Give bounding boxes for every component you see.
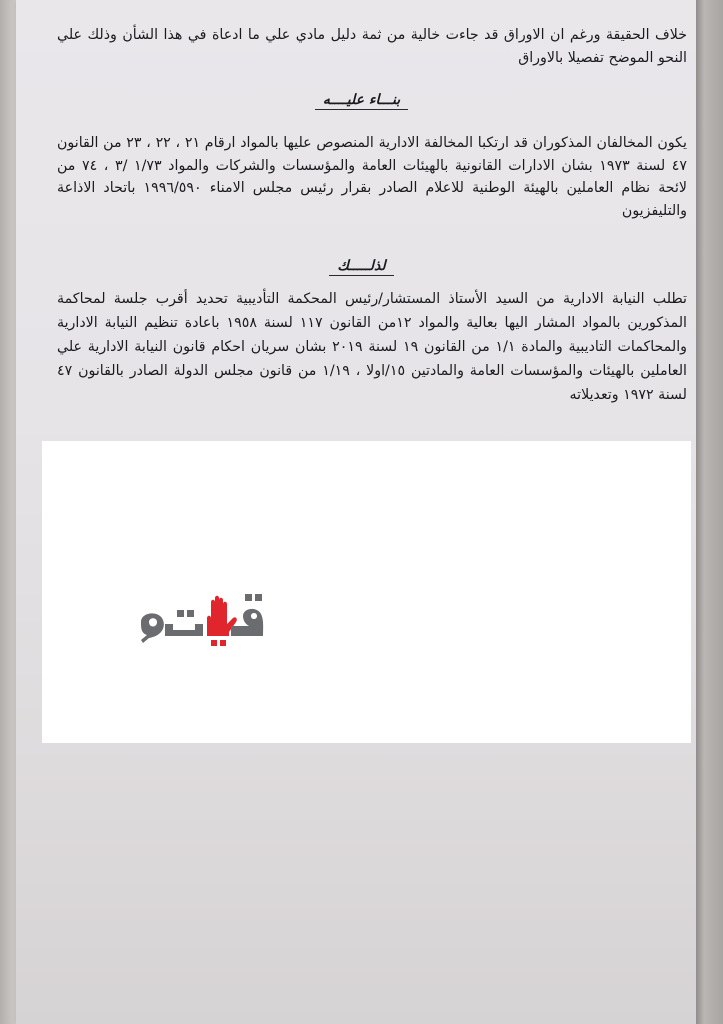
heading-therefore-text: لذلـــــك <box>329 258 393 276</box>
page-right-edge <box>696 0 723 1024</box>
paragraph-violation: يكون المخالفان المذكوران قد ارتكبا المخالفة الادارية المنصوص عليها بالمواد ارقام ٢١ ، ٢٢ ، ٢٣ من القانون ٤٧ لسنة ١٩٧٣ بشان الادارات القانونية بالهيئات العامة والمؤسسات والشركات والمواد ١/٧٣ /٣ ، ٧٤ من لائحة نظام العاملين بالهيئة الوطنية للاعلام الصادر بقرار رئيس مجلس الامناء ١٩٩٦/٥٩٠ باتحاد الاذاعة والتليفزيون <box>57 135 688 219</box>
heading-based-on <box>0 92 723 108</box>
heading-therefore <box>0 258 723 274</box>
paragraph-intro: خلاف الحقيقة ورغم ان الاوراق قد جاءت خالية من ثمة دليل مادي علي ما ادعاة في هذا الشأن وذلك علي النحو الموضح تفصيلا بالاوراق <box>57 27 687 66</box>
paragraph-request: تطلب النيابة الادارية من السيد الأستاذ المستشار/رئيس المحكمة التأديبية تحديد أقرب جلسة لمحاكمة المذكورين بالمواد المشار اليها بعالية والمواد ١٢من القانون ١١٧ لسنة ١٩٥٨ باعادة تنظيم النيابة الادارية والمحاكمات التاديبية والمادة ١/١ من القانون ١٩ لسنة ٢٠١٩ بشان سريان احكام قانون النيابة الادارية علي العاملين بالهيئات والمؤسسات العامة والمادتين ١٥/اولا ، ١/١٩ من قانون مجلس الدولة الصادر بالقانون ٤٧ لسنة ١٩٧٢ وتعديلاته <box>57 291 687 403</box>
heading-based-on-text: بنـــاء عليــــه <box>315 92 408 110</box>
page-left-shadow <box>0 0 16 1024</box>
vito-logo <box>137 588 275 650</box>
